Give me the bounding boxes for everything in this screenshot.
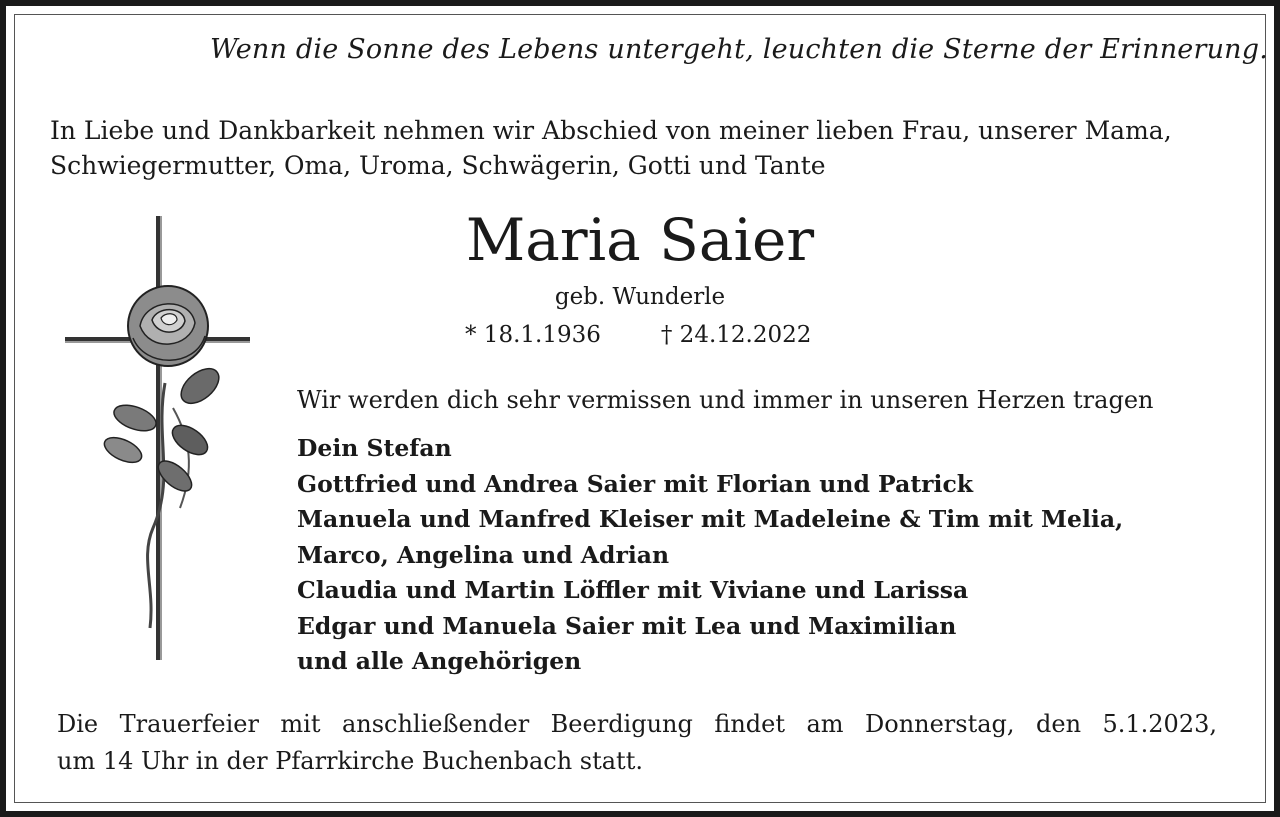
cross-with-rose-icon — [55, 208, 265, 668]
mourner-line: Dein Stefan — [297, 434, 452, 462]
birth-date: * 18.1.1936 — [465, 322, 601, 348]
intro-line-2: Schwiegermutter, Oma, Uroma, Schwägerin, Gotti und Tante — [50, 151, 826, 180]
service-line-2: um 14 Uhr in der Pfarrkirche Buchenbach statt. — [57, 747, 643, 775]
mourner-line: Marco, Angelina und Adrian — [297, 540, 670, 569]
motto-quote: Wenn die Sonne des Lebens untergeht, leuchten die Sterne der Erinnerung. — [210, 34, 1269, 65]
mourner-line: Edgar und Manuela Saier mit Lea und Maximilian — [297, 611, 957, 640]
mourners-list — [297, 431, 1123, 680]
maiden-name: geb. Wunderle — [554, 284, 726, 310]
mourner-line: Gottfried und Andrea Saier mit Florian und Patrick — [297, 469, 974, 498]
intro-text — [50, 113, 1230, 183]
condolence-line: Wir werden dich sehr vermissen und immer in unseren Herzen tragen — [297, 386, 1154, 414]
death-date: † 24.12.2022 — [660, 322, 812, 348]
service-line-1: Die Trauerfeier mit anschließender Beerdigung findet am Donnerstag, den 5.1.2023, — [57, 710, 1217, 738]
intro-line-1: In Liebe und Dankbarkeit nehmen wir Abschied von meiner lieben Frau, unserer Mama, — [50, 116, 1172, 145]
service-info — [57, 706, 1217, 780]
mourner-line: Claudia und Martin Löffler mit Viviane und Larissa — [297, 576, 969, 604]
mourner-line: Manuela und Manfred Kleiser mit Madeleine & Tim mit Melia, — [297, 505, 1124, 533]
deceased-name: Maria Saier — [465, 206, 815, 274]
mourner-line: und alle Angehörigen — [297, 647, 582, 675]
life-dates — [465, 322, 811, 348]
